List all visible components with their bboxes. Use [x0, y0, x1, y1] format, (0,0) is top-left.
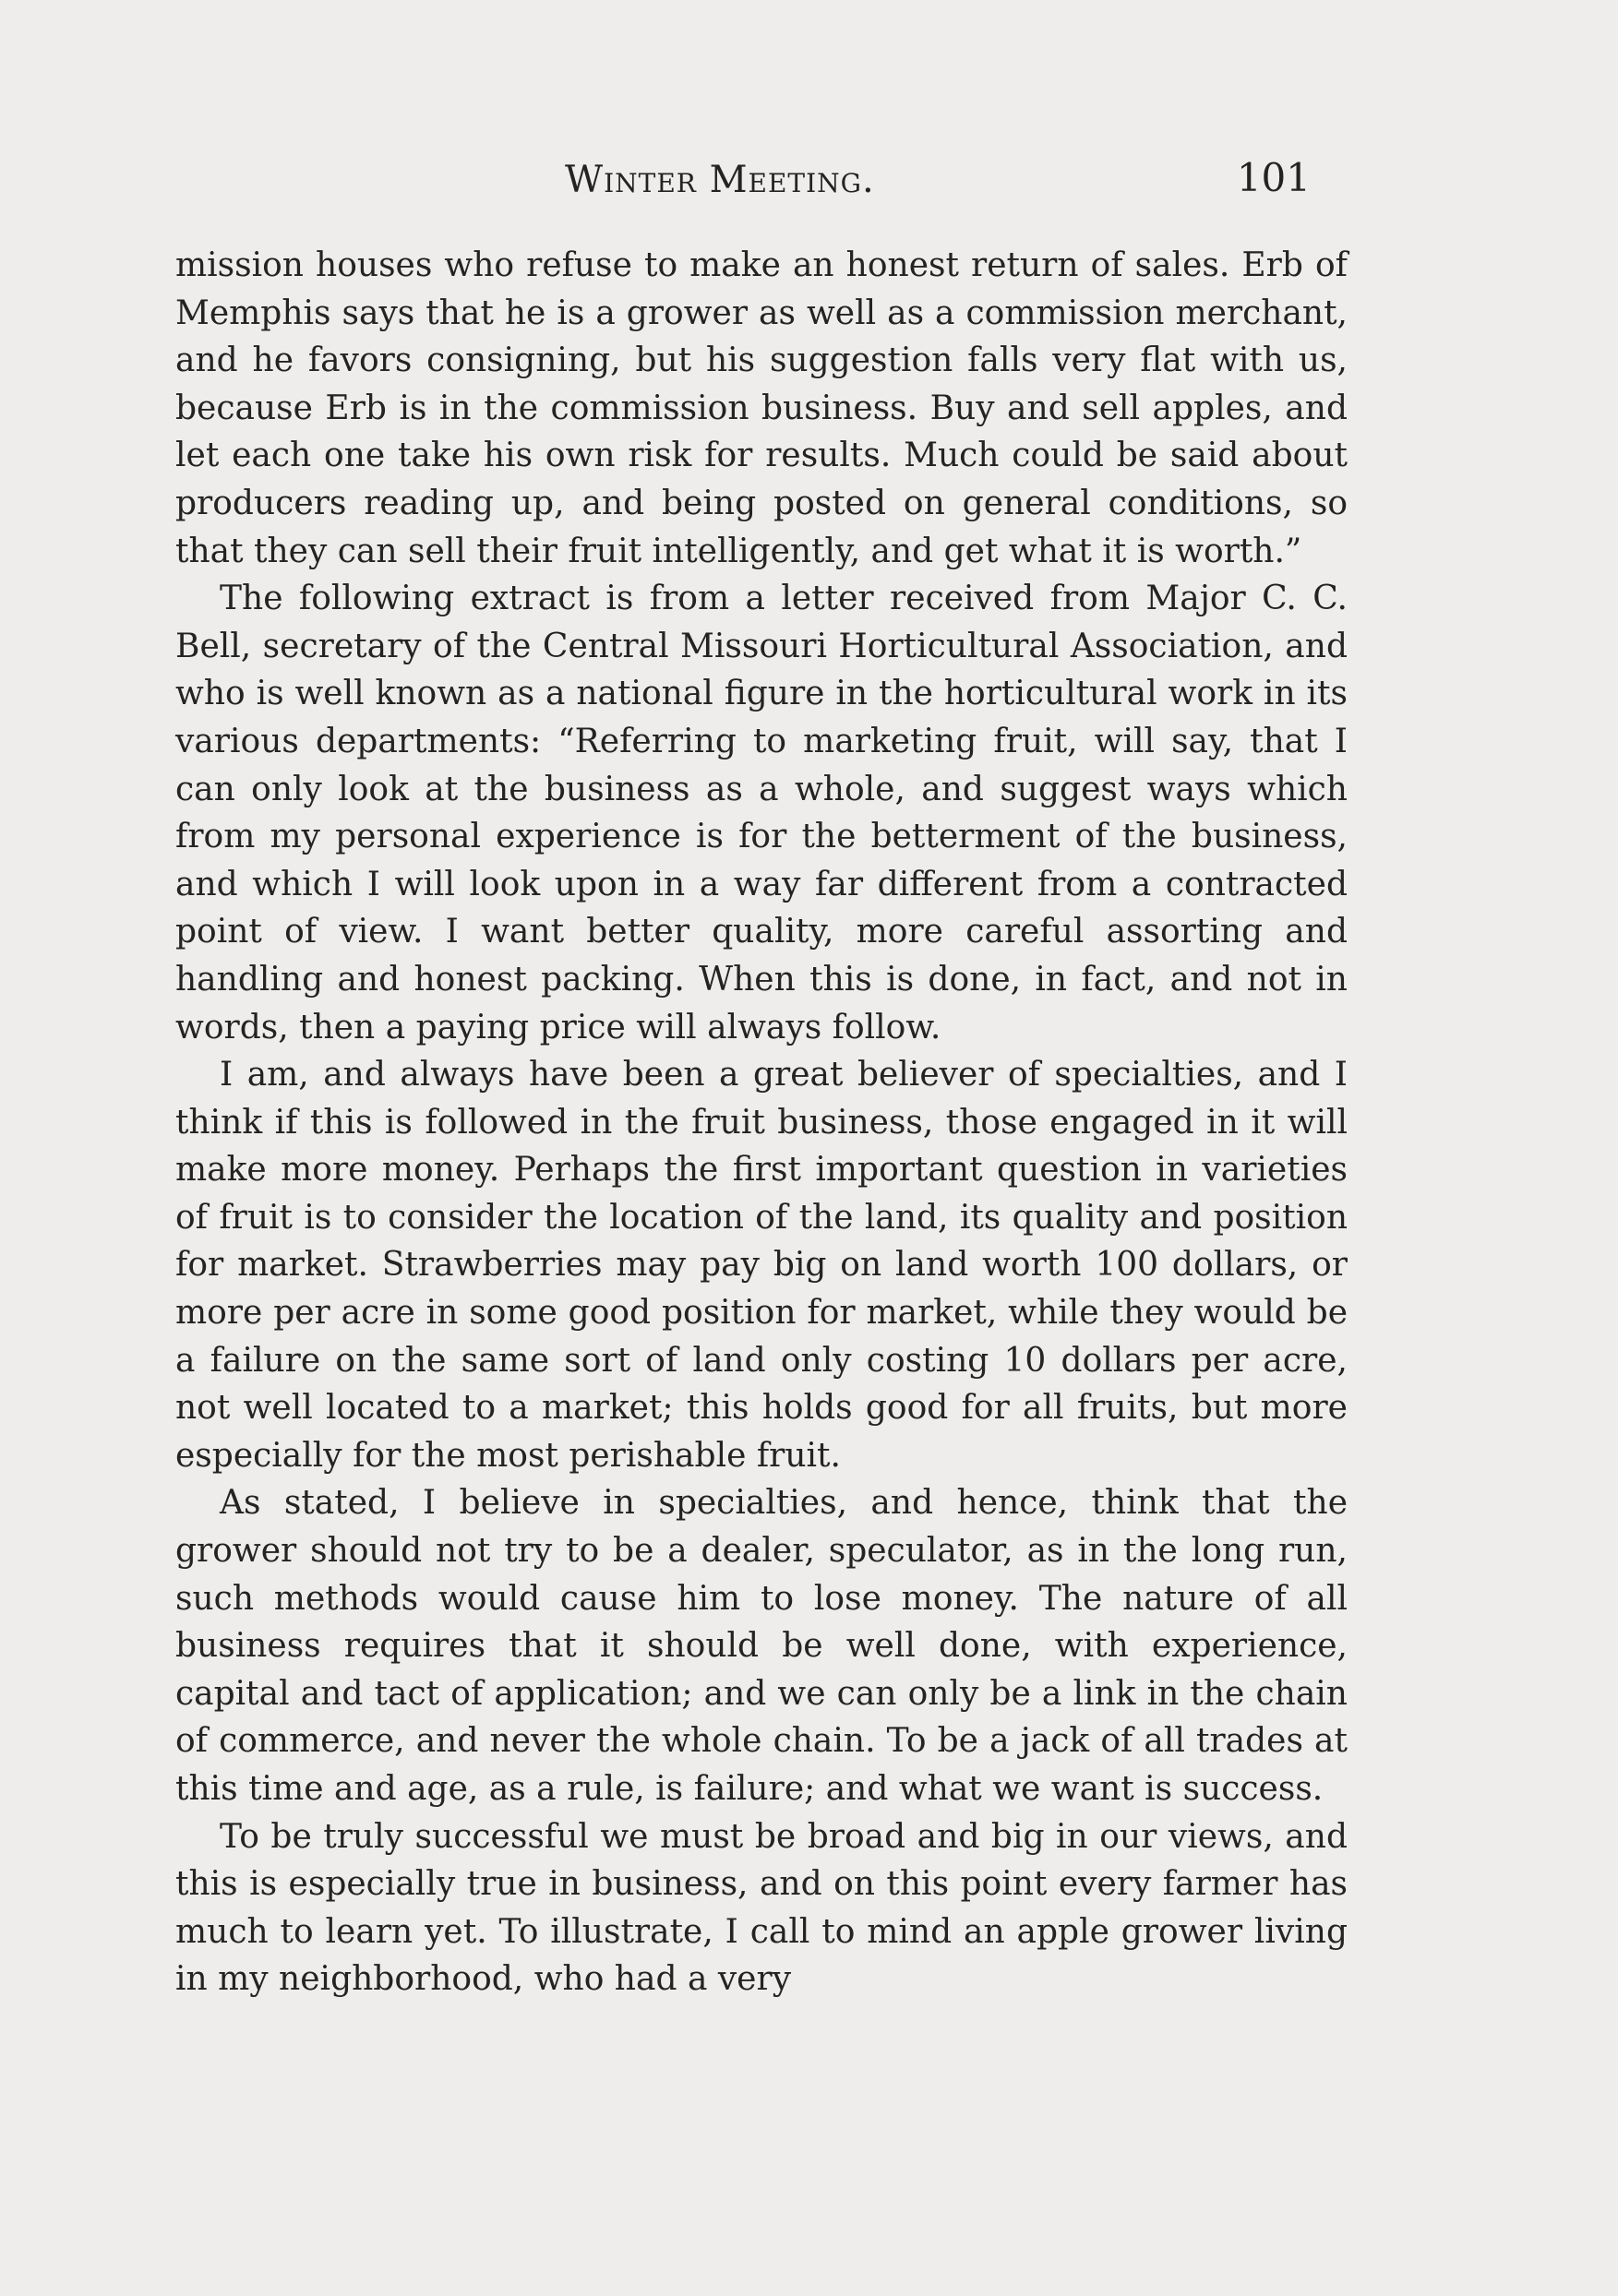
paragraph-specialties: I am, and always have been a great believer of specialties, and I think if this is followed in the fruit business, those engaged in it will make more money. Perhaps the first important question in varieties of fruit is to consider the location of the land, its quality and position for market. Strawberries may pay big on land worth 100 dollars, or more per acre in some good position for market, while they would be a failure on the same sort of land only costing 10 dollars per acre, not well located to a market; this holds good for all fruits, but more especially for the most perishable fruit. [175, 1056, 1348, 1475]
page-number: 101 [1236, 155, 1311, 200]
page-header [175, 155, 1329, 210]
running-head: Winter Meeting. [565, 159, 875, 201]
paragraph-bell-extract: The following extract is from a letter received from Major C. C. Bell, secretary of the Central Missouri Horticultural Association, and who is well known as a national figure in the horticultural work in its various departments: “Referring to marketing fruit, will say, that I can only look at the business as a whole, and suggest ways which from my personal experience is for the betterment of the business, and which I will look upon in a way far different from a contracted point of view. I want better quality, more careful assorting and handling and honest packing. When this is done, in fact, and not in words, then a paying price will always follow. [175, 580, 1348, 1046]
body-text [175, 242, 1348, 2003]
paragraph-continuation: mission houses who refuse to make an honest return of sales. Erb of Memphis says that he is a grower as well as a commission merchant, and he favors consigning, but his suggestion falls very flat with us, because Erb is in the commission business. Buy and sell apples, and let each one take his own risk for results. Much could be said about producers reading up, and being posted on general conditions, so that they can sell their fruit intelligently, and get what it is worth.” [175, 246, 1348, 570]
paragraph-truly-successful: To be truly successful we must be broad and big in our views, and this is especially true in business, and on this point every farmer has much to learn yet. To illustrate, I call to mind an apple grower living in my neighborhood, who had a very [175, 1817, 1348, 1999]
paragraph-as-stated: As stated, I believe in specialties, and hence, think that the grower should not try to be a dealer, speculator, as in the long run, such methods would cause him to lose money. The nature of all business requires that it should be well done, with experience, capital and tact of application; and we can only be a link in the chain of commerce, and never the whole chain. To be a jack of all trades at this time and age, as a rule, is failure; and what we want is success. [175, 1484, 1348, 1808]
